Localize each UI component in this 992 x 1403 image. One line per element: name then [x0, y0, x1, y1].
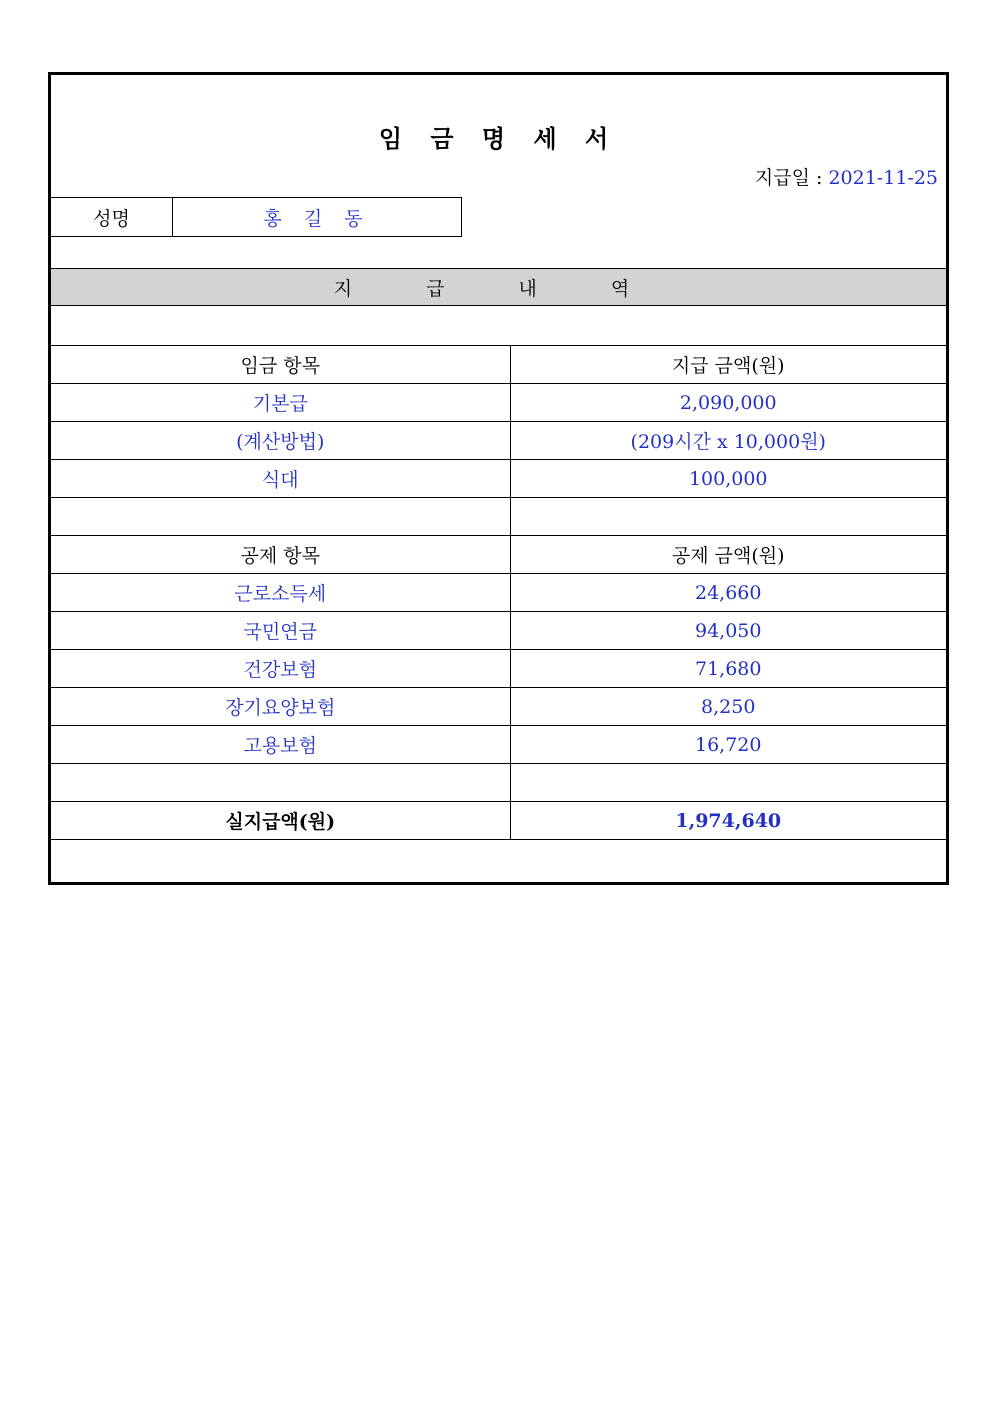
deduction-item: 고용보험	[51, 726, 510, 764]
deduction-item: 장기요양보험	[51, 688, 510, 726]
deduction-amount: 71,680	[510, 650, 946, 688]
employee-name-box	[51, 197, 462, 237]
table-row	[51, 460, 946, 498]
section-title: 지 급 내 역	[51, 268, 946, 306]
earning-amount: 100,000	[510, 460, 946, 498]
earning-amount: (209시간 x 10,000원)	[510, 422, 946, 460]
deduction-amount: 16,720	[510, 726, 946, 764]
table-row	[51, 726, 946, 764]
earnings-header-amount: 지급 금액(원)	[510, 346, 946, 384]
pay-details-table	[51, 345, 946, 840]
pay-date	[755, 163, 938, 190]
earning-item: 식대	[51, 460, 510, 498]
deduction-amount: 24,660	[510, 574, 946, 612]
deduction-item: 근로소득세	[51, 574, 510, 612]
empty-cell	[510, 498, 946, 536]
pay-statement-sheet	[48, 72, 949, 885]
deductions-header-item: 공제 항목	[51, 536, 510, 574]
pay-date-label: 지급일 :	[754, 167, 829, 189]
table-row-empty	[51, 498, 946, 536]
deduction-item: 국민연금	[51, 612, 510, 650]
document-title: 임 금 명 세 서	[378, 124, 619, 153]
pay-date-value: 2021-11-25	[828, 167, 938, 189]
empty-cell	[510, 764, 946, 802]
empty-cell	[51, 498, 510, 536]
employee-name-value: 홍 길 동	[263, 207, 371, 230]
table-row	[51, 574, 946, 612]
table-row-empty	[51, 764, 946, 802]
deductions-header-amount: 공제 금액(원)	[510, 536, 946, 574]
table-row	[51, 422, 946, 460]
table-row	[51, 612, 946, 650]
earning-amount: 2,090,000	[510, 384, 946, 422]
earning-item: 기본급	[51, 384, 510, 422]
table-row	[51, 536, 946, 574]
earnings-header-item: 임금 항목	[51, 346, 510, 384]
table-row	[51, 650, 946, 688]
employee-name-label: 성명	[51, 198, 173, 236]
empty-cell	[51, 764, 510, 802]
table-row	[51, 346, 946, 384]
deduction-amount: 94,050	[510, 612, 946, 650]
net-pay-label: 실지급액(원)	[51, 802, 510, 840]
table-row	[51, 802, 946, 840]
deduction-item: 건강보험	[51, 650, 510, 688]
earning-item: (계산방법)	[51, 422, 510, 460]
table-row	[51, 384, 946, 422]
deduction-amount: 8,250	[510, 688, 946, 726]
net-pay-value: 1,974,640	[510, 802, 946, 840]
table-row	[51, 688, 946, 726]
